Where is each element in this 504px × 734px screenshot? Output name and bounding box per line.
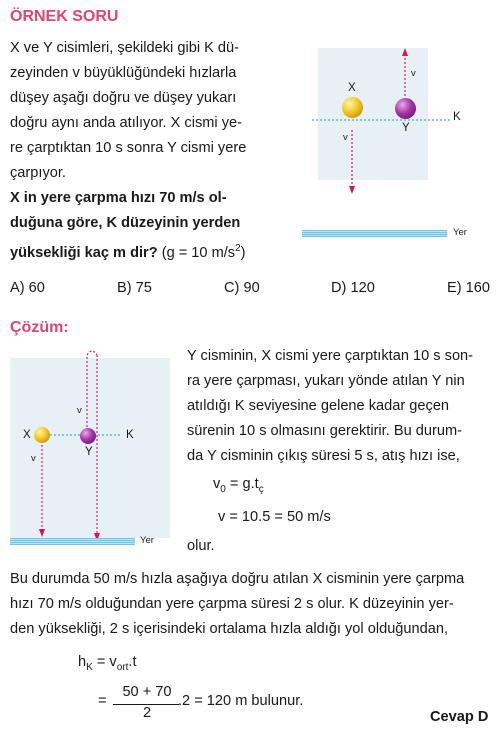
solution-line: Y cisminin, X cismi yere çarptıktan 10 s son- [187,348,474,364]
option-value: 160 [465,280,491,296]
label-x: X [23,429,31,441]
paragraph-line: den yüksekliği, 2 s içerisindeki ortalama hızla aldığı yol olduğundan, [10,621,449,637]
option-letter: B) [117,280,132,296]
equation-v: v = 10.5 = 50 m/s [218,509,331,525]
label-y: Y [402,122,410,134]
eq-subscript: ç [258,483,264,495]
option-letter: C) [224,280,240,296]
solution-title: Çözüm: [10,319,69,336]
solution-line: da Y cisminin çıkış süresi 5 s, atış hızı ise, [187,448,460,464]
label-ground: Yer [453,227,467,238]
label-x: X [348,82,356,94]
eq-subscript: ort [116,661,129,673]
equation-equals: = [98,693,107,709]
solution-line: atıldığı K seviyesine gelene kadar geçen [187,398,450,414]
figure-1-lines [300,40,500,200]
label-v-down: v [343,132,348,143]
gravity-close: ) [240,244,246,261]
option-letter: A) [10,280,25,296]
eq-rhs: .t [128,654,137,670]
ball-x [34,427,50,443]
eq-symbol: v [213,476,221,492]
example-line: re çarptıktan 10 s sonra Y cismi yere [10,140,247,156]
label-ground: Yer [140,535,154,546]
label-k: K [126,429,134,441]
option-c[interactable] [224,280,260,296]
label-v-down: v [31,453,36,464]
option-letter: E) [447,280,462,296]
label-v-up: v [77,405,82,416]
solution-text [187,344,473,469]
example-line: düşey aşağı doğru ve düşey yukarı [10,90,237,106]
ground-level [10,538,135,545]
equation-result: .2 = 120 m bulunur. [178,693,304,709]
question-line: X in yere çarpma hızı 70 m/s ol- [10,190,227,206]
eq-subscript: K [86,661,93,673]
ball-x [342,97,363,118]
ball-y [80,428,96,444]
option-e[interactable] [447,280,490,296]
equation-v0 [213,476,264,495]
ball-y [395,98,416,119]
label-k: K [453,111,461,123]
label-v-up: v [411,68,416,79]
eq-rhs: = g.t [225,476,259,492]
option-a[interactable] [10,280,45,296]
gravity-exponent: 2 [235,243,241,254]
example-text [10,36,246,266]
solution-line: ra yere çarpması, yukarı yönde atılan Y nin [187,373,465,389]
label-y: Y [85,446,93,458]
question-line: yüksekliği kaç m dir? [10,244,158,261]
example-line: X ve Y cisimleri, şekildeki gibi K dü- [10,40,239,56]
option-value: 120 [350,280,375,296]
example-line: doğru aynı anda atılıyor. X cismi ye- [10,115,242,131]
fraction-denominator: 2 [142,705,152,721]
equation-hk [78,654,137,673]
solution-paragraph [10,567,464,642]
solution-olur: olur. [187,538,215,554]
gravity-given: (g = 10 m/s [161,244,236,261]
eq-symbol: h [78,654,87,670]
option-b[interactable] [117,280,152,296]
ground-level [302,230,447,237]
eq-rhs: = v [92,654,117,670]
question-line: duğuna göre, K düzeyinin yerden [10,215,241,231]
example-line: zeyinden v büyüklüğündeki hızlarla [10,65,237,81]
figure-2-lines [0,345,180,545]
fraction-numerator: 50 + 70 [122,684,172,700]
example-title: ÖRNEK SORU [10,8,119,25]
option-value: 90 [243,280,260,296]
question-last-line [10,236,246,266]
eq-subscript: 0 [220,483,226,495]
option-value: 75 [135,280,152,296]
solution-line: sürenin 10 s olmasını gerektirir. Bu durum- [187,423,462,439]
option-d[interactable] [331,280,375,296]
paragraph-line: Bu durumda 50 m/s hızla aşağıya doğru atılan X cisminin yere çarpma [10,571,465,587]
answer-label: Cevap D [430,709,489,725]
option-letter: D) [331,280,347,296]
example-line: çarpıyor. [10,165,66,181]
paragraph-line: hızı 70 m/s olduğundan yere çarpma süresi 2 s olur. K düzeyinin yer- [10,596,454,612]
option-value: 60 [28,280,45,296]
